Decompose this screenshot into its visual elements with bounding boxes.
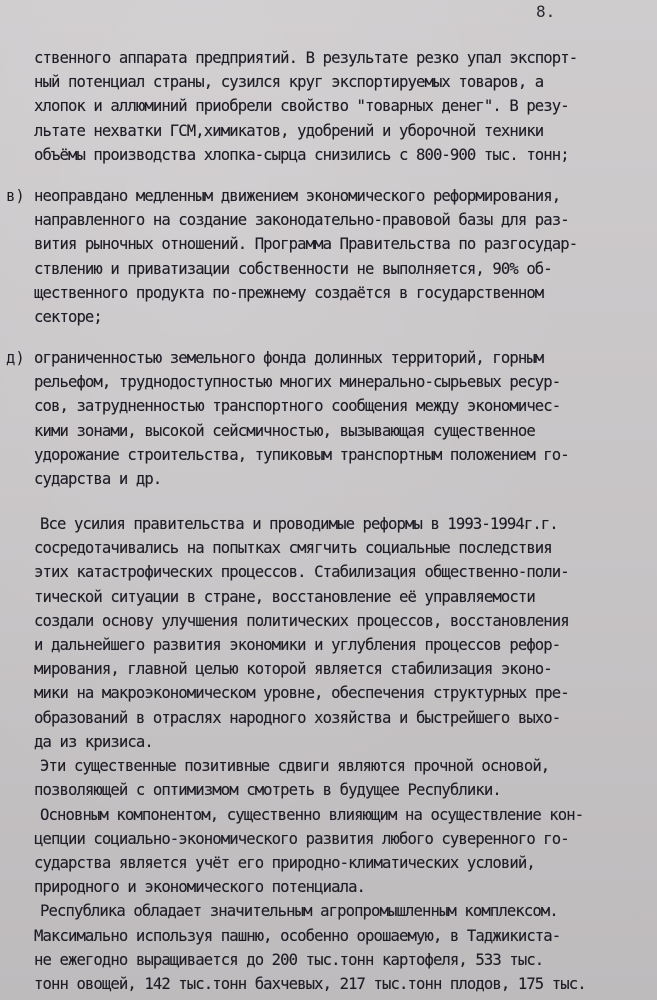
text-line: позволяющей с оптимизмом смотреть в будущее Республики.	[34, 781, 501, 800]
text-line: мики на макроэкономическом уровне, обеспечения структурных пре-	[34, 684, 569, 703]
text-line: тонн овощей, 142 тыс.тонн бахчевых, 217 тыс.тонн плодов, 175 тыс.	[34, 975, 586, 993]
text-line: щественного продукта по-прежнему создаётся в государственном	[34, 283, 544, 302]
text-line: хлопок и аллюминий приобрели свойство "товарных денег". В резу-	[34, 97, 569, 116]
text-line: Все усилия правительства и проводимые реформы в 1993-1994г.г.	[40, 514, 558, 533]
text-line: кими зонами, высокой сейсмичностью, вызывающая существенное	[34, 421, 535, 440]
text-line: ный потенциал страны, сузился круг экспортируемых товаров, а	[34, 73, 544, 92]
text-line: природного и экономического потенциала.	[34, 878, 366, 897]
text-line: Эти существенные позитивные сдвиги являются прочной основой,	[40, 757, 550, 775]
text-line: объёмы производства хлопка-сырца снизились с 800-900 тыс. тонн;	[34, 145, 569, 164]
text-line: мирования, главной целью которой является стабилизация эконо-	[34, 660, 552, 679]
text-line: сов, затрудненностью транспортного сообщения между экономичес-	[34, 397, 561, 416]
text-line: Республика обладает значительным агропромышленным комплексом.	[40, 902, 558, 921]
text-line: рельефом, труднодоступностью многих минерально-сырьевых ресур-	[34, 373, 561, 392]
text-line: не ежегодно выращивается до 200 тыс.тонн картофеля, 533 тыс.	[34, 950, 544, 969]
text-line: тической ситуации в стране, восстановление её управляемости	[34, 587, 535, 606]
text-line: вития рыночных отношений. Программа Правительства по разгосудар-	[34, 235, 578, 254]
list-marker: д)	[6, 349, 25, 367]
text-line: неоправдано медленным движением экономического реформирования,	[34, 186, 561, 205]
text-line: ственного аппарата предприятий. В результате резко упал экспорт-	[34, 49, 578, 67]
page-number: 8.	[536, 2, 556, 21]
text-line: цепции социально-экономического развития любого суверенного го-	[34, 829, 569, 848]
text-line: сосредотачивались на попытках смягчить социальные последствия	[34, 539, 552, 557]
text-line: этих катастрофических процессов. Стабилизация общественно-поли-	[34, 563, 569, 582]
text-line: образований в отраслях народного хозяйства и быстрейшего выхо-	[34, 708, 561, 727]
text-line: секторе;	[34, 308, 102, 326]
text-line: удорожание строительства, тупиковым транспортным положением го-	[34, 445, 569, 464]
text-line: ствлению и приватизации собственности не выполняется, 90% об-	[34, 259, 552, 278]
text-line: сударства является учёт его природно-климатических условий,	[34, 853, 535, 872]
text-line: и дальнейшего развития экономики и углубления процессов рефор-	[34, 635, 561, 654]
text-line: льтате нехватки ГСМ,химикатов, удобрений и уборочной техники	[34, 121, 544, 140]
text-line: да из кризиса.	[34, 732, 153, 751]
text-line: сударства и др.	[34, 470, 162, 489]
text-line: Основным компонентом, существенно влияющим на осуществление кон-	[40, 805, 584, 824]
text-line: ограниченностью земельного фонда долинных территорий, горным	[34, 349, 544, 367]
text-line: направленного на создание законодательно-правовой базы для раз-	[34, 211, 569, 230]
text-line: Максимально используя пашню, особенно орошаемую, в Таджикиста-	[34, 926, 561, 945]
text-line: создали основу улучшения политических процессов, восстановления	[34, 611, 569, 630]
list-marker: в)	[6, 186, 25, 205]
